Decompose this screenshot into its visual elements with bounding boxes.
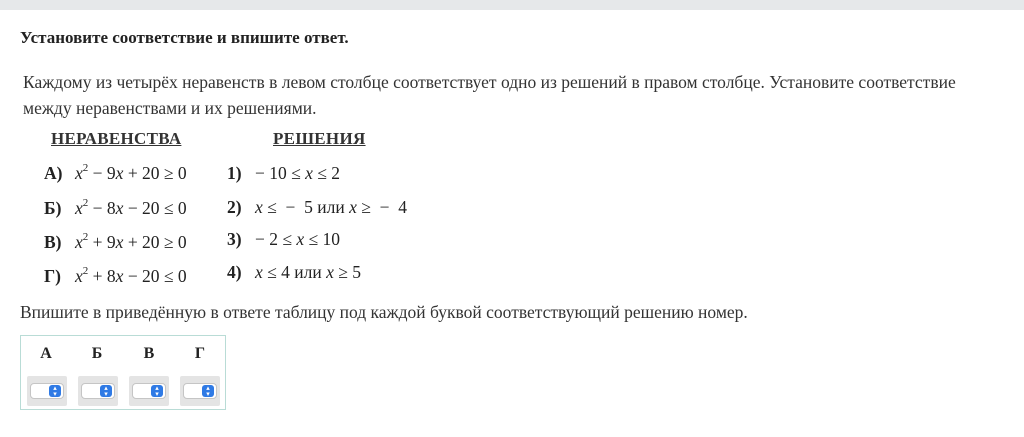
answer-table [20, 335, 226, 410]
answer-select-g[interactable] [183, 383, 217, 399]
instruction-text: Впишите в приведённую в ответе таблицу под каждой буквой соответствующий решению номер. [20, 302, 748, 322]
solution-4: 4) x ≤ 4 или x ≥ 5 [227, 262, 361, 282]
inequality-a: А) $x^2 - 9x + 20 \ge 0$ [44, 162, 187, 183]
answer-header-b: Б [91, 345, 103, 362]
task-intro: Каждому из четырёх неравенств в левом столбце соответствует одно из решений в правом столбце. Установите соответствие между неравенствами и их решениями. [23, 72, 956, 118]
answer-select-v[interactable] [132, 383, 166, 399]
answer-header-g: Г [194, 345, 206, 362]
select-arrows-icon: ▴ ▾ [202, 385, 214, 397]
top-bar [0, 0, 1024, 10]
answer-header-v: В [143, 345, 155, 362]
answer-cell-v [129, 376, 169, 406]
solution-2: 2) x ≤ − 5 или x ≥ − 4 [227, 197, 407, 217]
inequality-v: В) $x^2 + 9x + 20 \ge 0$ [44, 231, 187, 252]
answer-cell-b [78, 376, 118, 406]
solution-label: 3) [227, 229, 242, 249]
solutions-header: РЕШЕНИЯ [273, 129, 366, 148]
answer-cell-a [27, 376, 67, 406]
task-title: Установите соответствие и впишите ответ. [20, 28, 349, 47]
inequality-b: Б) $x^2 - 8x - 20 \le 0$ [44, 197, 187, 218]
answer-select-b[interactable] [81, 383, 115, 399]
solution-label: 2) [227, 197, 242, 217]
inequality-g: Г) $x^2 + 8x - 20 \le 0$ [44, 265, 187, 286]
select-arrows-icon: ▴ ▾ [49, 385, 61, 397]
solution-label: 4) [227, 262, 242, 282]
select-arrows-icon: ▴ ▾ [100, 385, 112, 397]
solution-label: 1) [227, 163, 242, 183]
inequality-label: Г) [44, 266, 61, 286]
answer-cell-g [180, 376, 220, 406]
inequality-label: Б) [44, 198, 62, 218]
solution-3: 3) − 2 ≤ x ≤ 10 [227, 229, 340, 249]
answer-header-a: А [40, 345, 52, 362]
solution-1: 1) − 10 ≤ x ≤ 2 [227, 163, 340, 183]
inequality-label: В) [44, 232, 62, 252]
inequalities-header: НЕРАВЕНСТВА [51, 129, 182, 148]
answer-select-a[interactable] [30, 383, 64, 399]
select-arrows-icon: ▴ ▾ [151, 385, 163, 397]
inequality-label: А) [44, 163, 63, 183]
